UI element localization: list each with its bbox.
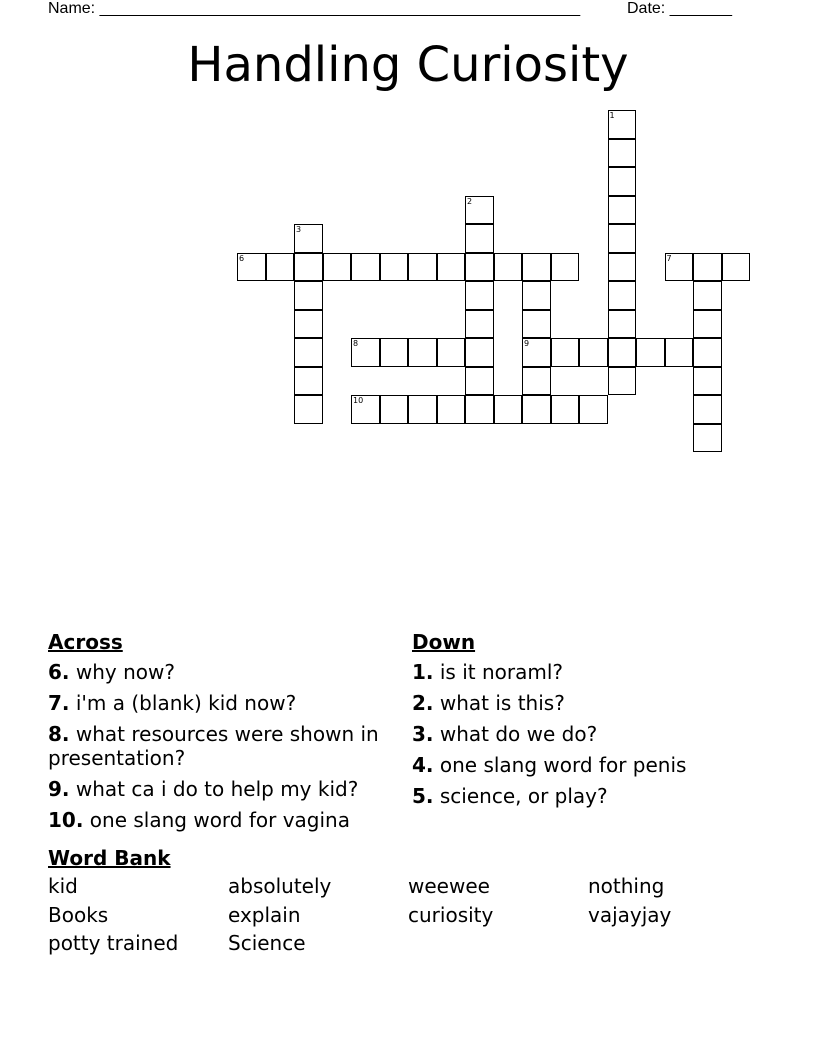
grid-cell[interactable] bbox=[608, 338, 637, 367]
clue-number-label: 2. bbox=[412, 691, 434, 715]
word-bank-item: explain bbox=[228, 902, 301, 927]
grid-cell[interactable] bbox=[579, 395, 608, 424]
grid-cell[interactable] bbox=[408, 338, 437, 367]
clue-text: one slang word for vagina bbox=[89, 808, 350, 832]
grid-cell[interactable] bbox=[522, 367, 551, 396]
clue-number: 3 bbox=[296, 225, 302, 234]
clue-number-label: 8. bbox=[48, 722, 70, 746]
down-clues bbox=[412, 630, 772, 815]
grid-cell[interactable] bbox=[437, 253, 466, 282]
grid-cell[interactable] bbox=[237, 253, 266, 282]
grid-cell[interactable] bbox=[437, 338, 466, 367]
grid-cell[interactable] bbox=[294, 338, 323, 367]
grid-cell[interactable] bbox=[465, 310, 494, 339]
down-heading: Down bbox=[412, 630, 476, 654]
word-bank-item: potty trained bbox=[48, 931, 179, 955]
clue-text: one slang word for penis bbox=[439, 753, 687, 777]
grid-cell[interactable] bbox=[693, 338, 722, 367]
word-bank-item: kid bbox=[48, 874, 78, 898]
clue-text: science, or play? bbox=[439, 784, 608, 808]
word-bank-item: Science bbox=[228, 931, 306, 955]
clue-text: what ca i do to help my kid? bbox=[75, 777, 359, 801]
clue-number: 10 bbox=[353, 396, 364, 405]
grid-cell[interactable] bbox=[522, 310, 551, 339]
grid-cell[interactable] bbox=[380, 253, 409, 282]
grid-cell[interactable] bbox=[608, 167, 637, 196]
down-clue bbox=[412, 660, 772, 684]
grid-cell[interactable] bbox=[608, 196, 637, 225]
clue-number: 1 bbox=[609, 111, 615, 120]
clue-text: what is this? bbox=[439, 691, 565, 715]
grid-cell[interactable] bbox=[522, 338, 551, 367]
clue-text: is it noraml? bbox=[439, 660, 564, 684]
grid-cell[interactable] bbox=[693, 253, 722, 282]
grid-cell[interactable] bbox=[351, 253, 380, 282]
grid-cell[interactable] bbox=[465, 281, 494, 310]
grid-cell[interactable] bbox=[693, 424, 722, 453]
grid-cell[interactable] bbox=[380, 395, 409, 424]
grid-cell[interactable] bbox=[294, 224, 323, 253]
clue-text: i'm a (blank) kid now? bbox=[75, 691, 297, 715]
grid-cell[interactable] bbox=[665, 338, 694, 367]
grid-cell[interactable] bbox=[608, 224, 637, 253]
grid-cell[interactable] bbox=[608, 139, 637, 168]
clue-text: why now? bbox=[75, 660, 175, 684]
grid-cell[interactable] bbox=[551, 395, 580, 424]
grid-cell[interactable] bbox=[522, 395, 551, 424]
grid-cell[interactable] bbox=[693, 395, 722, 424]
grid-cell[interactable] bbox=[608, 310, 637, 339]
grid-cell[interactable] bbox=[323, 253, 352, 282]
grid-cell[interactable] bbox=[494, 395, 523, 424]
clue-text: what resources were shown in presentation? bbox=[48, 722, 379, 770]
grid-cell[interactable] bbox=[693, 281, 722, 310]
grid-cell[interactable] bbox=[636, 338, 665, 367]
word-bank-heading: Word Bank bbox=[48, 846, 171, 870]
across-clue bbox=[48, 691, 388, 715]
across-clues bbox=[48, 630, 388, 839]
date-field-label: Date: _______ bbox=[627, 0, 732, 17]
grid-cell[interactable] bbox=[351, 338, 380, 367]
grid-cell[interactable] bbox=[351, 395, 380, 424]
down-clue bbox=[412, 753, 772, 777]
puzzle-title: Handling Curiosity bbox=[187, 37, 629, 93]
word-bank-list bbox=[48, 870, 768, 960]
clue-number-label: 1. bbox=[412, 660, 434, 684]
grid-cell[interactable] bbox=[551, 253, 580, 282]
down-clue bbox=[412, 784, 772, 808]
grid-cell[interactable] bbox=[608, 281, 637, 310]
down-clue bbox=[412, 722, 772, 746]
grid-cell[interactable] bbox=[294, 281, 323, 310]
grid-cell[interactable] bbox=[408, 253, 437, 282]
word-bank-item: Books bbox=[48, 902, 109, 927]
grid-cell[interactable] bbox=[608, 367, 637, 396]
word-bank-item: vajayjay bbox=[588, 902, 672, 927]
grid-cell[interactable] bbox=[294, 395, 323, 424]
grid-cell[interactable] bbox=[465, 395, 494, 424]
word-bank-item: absolutely bbox=[228, 874, 332, 898]
name-field-label: Name: ______________________________________________________ bbox=[48, 0, 581, 17]
clue-number: 9 bbox=[524, 339, 530, 348]
across-clue-list bbox=[48, 660, 388, 832]
across-clue bbox=[48, 660, 388, 684]
clue-number-label: 7. bbox=[48, 691, 70, 715]
grid-cell[interactable] bbox=[408, 395, 437, 424]
grid-cell[interactable] bbox=[693, 310, 722, 339]
grid-cell[interactable] bbox=[465, 224, 494, 253]
grid-cell[interactable] bbox=[294, 253, 323, 282]
clue-number-label: 3. bbox=[412, 722, 434, 746]
clue-number: 7 bbox=[666, 253, 672, 263]
grid-cell[interactable] bbox=[608, 110, 637, 139]
across-clue bbox=[48, 777, 388, 801]
grid-cell[interactable] bbox=[551, 338, 580, 367]
grid-cell[interactable] bbox=[722, 253, 751, 282]
clue-number-label: 9. bbox=[48, 777, 70, 801]
grid-cell[interactable] bbox=[665, 253, 694, 282]
grid-cell[interactable] bbox=[693, 367, 722, 396]
clue-number: 2 bbox=[467, 196, 473, 206]
grid-cell[interactable] bbox=[380, 338, 409, 367]
across-heading: Across bbox=[48, 630, 123, 654]
grid-cell[interactable] bbox=[465, 367, 494, 396]
grid-cell[interactable] bbox=[266, 253, 295, 282]
grid-cell[interactable] bbox=[465, 253, 494, 282]
word-bank-item: weewee bbox=[408, 874, 490, 898]
clue-number: 6 bbox=[239, 253, 245, 263]
clue-text: what do we do? bbox=[439, 722, 598, 746]
grid-cell[interactable] bbox=[294, 310, 323, 339]
clue-number-label: 4. bbox=[412, 753, 434, 777]
grid-cell[interactable] bbox=[522, 281, 551, 310]
grid-cell[interactable] bbox=[494, 253, 523, 282]
grid-cell[interactable] bbox=[294, 367, 323, 396]
grid-cell[interactable] bbox=[465, 338, 494, 367]
across-clue bbox=[48, 808, 388, 832]
crossword-grid bbox=[0, 0, 816, 470]
grid-cell[interactable] bbox=[465, 196, 494, 225]
across-clue bbox=[48, 722, 388, 770]
down-clue-list bbox=[412, 660, 772, 808]
grid-cell[interactable] bbox=[437, 395, 466, 424]
down-clue bbox=[412, 691, 772, 715]
word-bank bbox=[48, 846, 768, 960]
clue-number: 8 bbox=[353, 339, 359, 348]
grid-cell[interactable] bbox=[608, 253, 637, 282]
grid-cell[interactable] bbox=[522, 253, 551, 282]
word-bank-item: nothing bbox=[588, 874, 665, 898]
grid-cell[interactable] bbox=[579, 338, 608, 367]
word-bank-item: curiosity bbox=[408, 902, 494, 927]
clue-number-label: 6. bbox=[48, 660, 70, 684]
clue-number-label: 10. bbox=[48, 808, 84, 832]
clue-number-label: 5. bbox=[412, 784, 434, 808]
